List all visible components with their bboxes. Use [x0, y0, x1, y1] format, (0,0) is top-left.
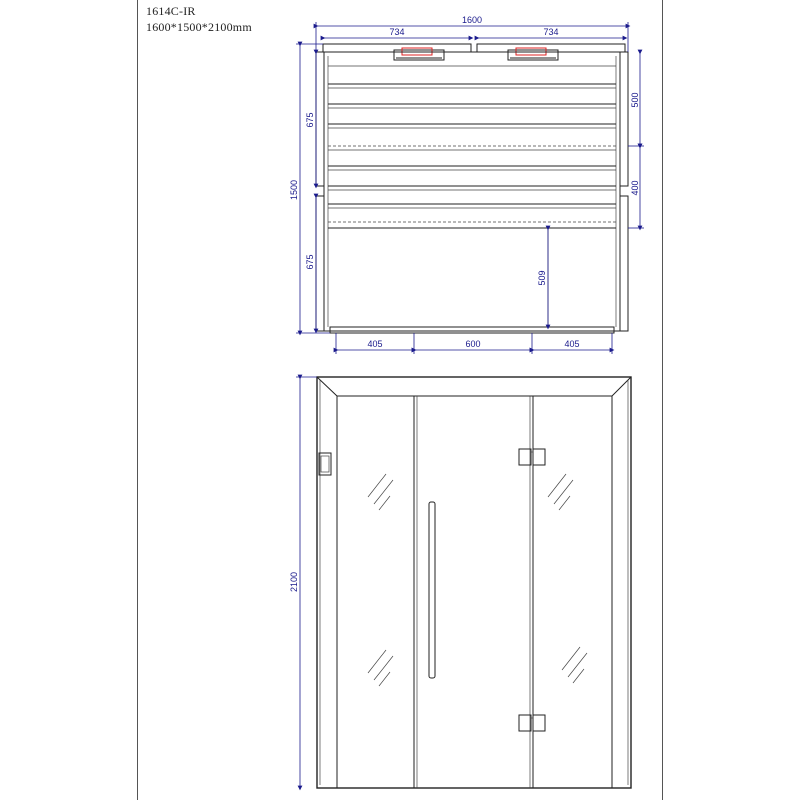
left-wall-lower: [316, 196, 324, 331]
right-top-cap: [477, 44, 625, 52]
upper-hinge-icon: [519, 449, 545, 465]
dim-depth-lower: 675: [305, 254, 315, 270]
front-outer-frame: [317, 377, 631, 788]
right-heater-icon: [508, 48, 558, 60]
right-wall-lower: [620, 196, 628, 331]
left-wall-upper: [316, 52, 324, 186]
cabin-interior: [324, 52, 620, 331]
dim-right-middle: 400: [630, 180, 640, 196]
model-title: 1614C-IR: [146, 4, 196, 18]
dim-right-upper: 500: [630, 92, 640, 108]
dim-total-width: 1600: [461, 15, 483, 25]
dim-depth-total: 1500: [289, 179, 299, 201]
right-wall-upper: [620, 52, 628, 186]
plan-view: [289, 15, 644, 354]
dim-front-center: 600: [465, 339, 481, 349]
glass-reflection-marks: [368, 474, 587, 686]
front-wall: [330, 327, 614, 333]
dim-right-bench: 734: [543, 27, 559, 37]
size-title: 1600*1500*2100mm: [146, 20, 252, 34]
front-view: [289, 377, 631, 788]
dim-left-bench: 734: [389, 27, 405, 37]
dim-front-left: 405: [367, 339, 383, 349]
backrest-slats: [328, 66, 616, 228]
dim-door-clear: 509: [537, 270, 547, 286]
left-top-cap: [323, 44, 471, 52]
dim-front-right: 405: [564, 339, 580, 349]
lower-hinge-icon: [519, 715, 545, 731]
dim-depth-upper: 675: [305, 112, 315, 128]
left-heater-icon: [394, 48, 444, 60]
dim-height: 2100: [289, 571, 299, 593]
door-handle[interactable]: [429, 502, 435, 678]
front-inner-frame: [337, 396, 612, 788]
